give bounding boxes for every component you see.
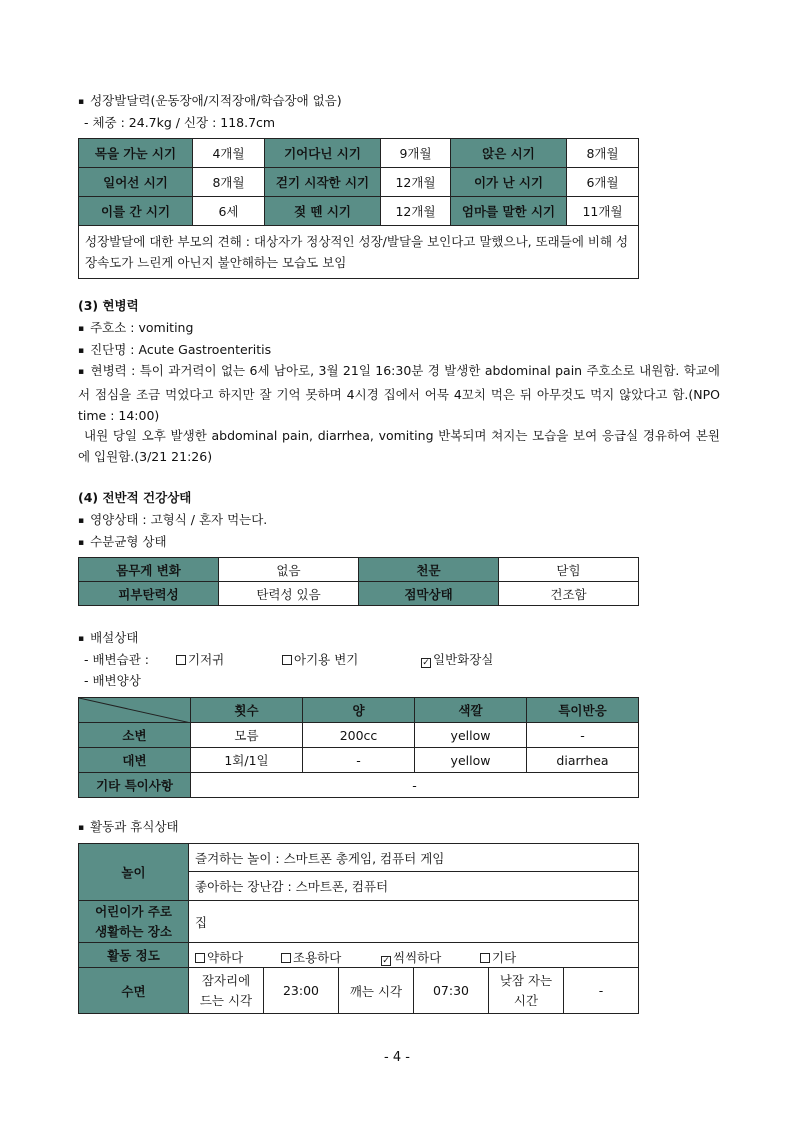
level-option-quiet[interactable]: 조용하다 [281,948,341,966]
milestone-label: 엄마를 말한 시기 [451,197,567,226]
milestone-value: 8개월 [567,139,639,168]
table-row [79,139,639,168]
milestone-value: 6개월 [567,168,639,197]
milestone-label: 기어다닌 시기 [265,139,381,168]
column-header: 특이반응 [527,698,639,723]
fluid-label: 천문 [359,558,499,582]
fluid-table [78,557,639,606]
milestone-label: 앉은 시기 [451,139,567,168]
level-option-other[interactable]: 기타 [480,948,516,966]
table-row [79,197,639,226]
row-label: 대변 [79,748,191,773]
checkbox-icon [282,655,292,665]
fluid-value: 건조함 [499,582,639,606]
fluid-label: 점막상태 [359,582,499,606]
milestone-label: 걷기 시작한 시기 [265,168,381,197]
fluid-value: 없음 [219,558,359,582]
place-value: 집 [189,901,639,943]
chief-complaint: ▪ 주호소 : vomiting [78,320,193,338]
activity-title: ▪ 활동과 휴식상태 [78,819,179,837]
diagonal-header [79,698,191,723]
table-cell: 200cc [303,723,415,748]
table-cell: 모름 [191,723,303,748]
bedtime-value: 23:00 [264,968,339,1014]
milestone-value: 6세 [193,197,265,226]
fluid-value: 닫힘 [499,558,639,582]
bowel-pattern-label: - 배변양상 [84,673,141,688]
checked-box-icon: ✓ [382,956,390,966]
table-cell: 1회/1일 [191,748,303,773]
milestone-label: 젖 뗀 시기 [265,197,381,226]
page-number: - 4 - [384,1050,410,1065]
history-paragraph: ▪ 현병력 : 특이 과거력이 없는 6세 남아로, 3월 21일 16:30분 경 발생한 abdominal pain 주호소로 내원함. 학교에서 점심을 조금 먹었다고 하지만 잘 기억 못하며 4시경 집에서 어묵 4꼬치 먹은 뒤 아무것도 먹지 않았다고 함.(NPO time : 14:00) [78,360,720,426]
health-title: (4) 전반적 건강상태 [78,490,192,505]
checkbox-icon [480,953,490,963]
row-label: 소변 [79,723,191,748]
level-option-active[interactable]: ✓ 씩씩하다 [382,950,442,966]
milestone-value: 8개월 [193,168,265,197]
activity-level-options [189,943,639,968]
fluid-label: 몸무게 변화 [79,558,219,582]
milestone-value: 4개월 [193,139,265,168]
nutrition: ▪ 영양상태 : 고형식 / 혼자 먹는다. [78,512,267,530]
table-cell: diarrhea [527,748,639,773]
table-cell: yellow [415,748,527,773]
growth-title: ▪ 성장발달력(운동장애/지적장애/학습장애 없음) [78,93,342,111]
favorite-toy: 좋아하는 장난감 : 스마트폰, 컴퓨터 [189,872,639,901]
nap-value: - [564,968,639,1014]
level-option-weak[interactable]: 약하다 [195,948,243,966]
sleep-label: 수면 [79,968,189,1014]
habit-option-potty[interactable]: 아기용 변기 [282,652,358,668]
row-label: 기타 특이사항 [79,773,191,798]
checked-box-icon: ✓ [422,658,430,668]
checkbox-icon [195,953,205,963]
fluid-label: 피부탄력성 [79,582,219,606]
parent-view: 성장발달에 대한 부모의 견해 : 대상자가 정상적인 성장/발달을 보인다고 말했으나, 또래들에 비해 성장속도가 느린게 아닌지 불안해하는 모습도 보임 [79,226,639,279]
milestone-value: 12개월 [381,168,451,197]
table-cell: - [303,748,415,773]
milestone-label: 일어선 시기 [79,168,193,197]
table-row [79,723,639,748]
table-cell: - [191,773,639,798]
play-label: 놀이 [79,844,189,901]
body-measure: - 체중 : 24.7kg / 신장 : 118.7cm [84,115,276,130]
fluid-title: ▪ 수분균형 상태 [78,534,167,552]
habit-option-toilet[interactable]: ✓ 일반화장실 [422,652,494,668]
bowel-habit: - 배변습관 : 기저귀 아기용 변기 ✓ 일반화장실 [84,652,494,668]
milestone-label: 이를 간 시기 [79,197,193,226]
checkbox-icon [281,953,291,963]
table-row [79,773,639,798]
activity-level-label: 활동 정도 [79,943,189,968]
milestone-label: 목을 가눈 시기 [79,139,193,168]
habit-option-diaper[interactable]: 기저귀 [176,652,224,668]
fluid-value: 탄력성 있음 [219,582,359,606]
nap-label: 낮잠 자는 시간 [489,968,564,1014]
milestone-value: 9개월 [381,139,451,168]
table-row [79,748,639,773]
place-label: 어린이가 주로 생활하는 장소 [79,901,189,943]
history-paragraph-2: 내원 당일 오후 발생한 abdominal pain, diarrhea, vomiting 반복되며 쳐지는 모습을 보여 응급실 경유하여 본원에 입원함.(3/21 21:26) [78,428,720,464]
milestone-label: 이가 난 시기 [451,168,567,197]
milestone-value: 11개월 [567,197,639,226]
column-header: 횟수 [191,698,303,723]
excretion-title: ▪ 배설상태 [78,630,138,648]
diagnosis: ▪ 진단명 : Acute Gastroenteritis [78,342,271,360]
column-header: 색깔 [415,698,527,723]
checkbox-icon [176,655,186,665]
growth-table [78,138,639,279]
excretion-table [78,697,639,798]
wake-label: 깨는 시각 [339,968,414,1014]
activity-table [78,843,639,1014]
table-cell: - [527,723,639,748]
favorite-play: 즐겨하는 놀이 : 스마트폰 총게임, 컴퓨터 게임 [189,844,639,872]
wake-value: 07:30 [414,968,489,1014]
table-cell: yellow [415,723,527,748]
present-title: (3) 현병력 [78,298,139,313]
column-header: 양 [303,698,415,723]
milestone-value: 12개월 [381,197,451,226]
table-row [79,168,639,197]
bedtime-label: 잠자리에 드는 시각 [189,968,264,1014]
